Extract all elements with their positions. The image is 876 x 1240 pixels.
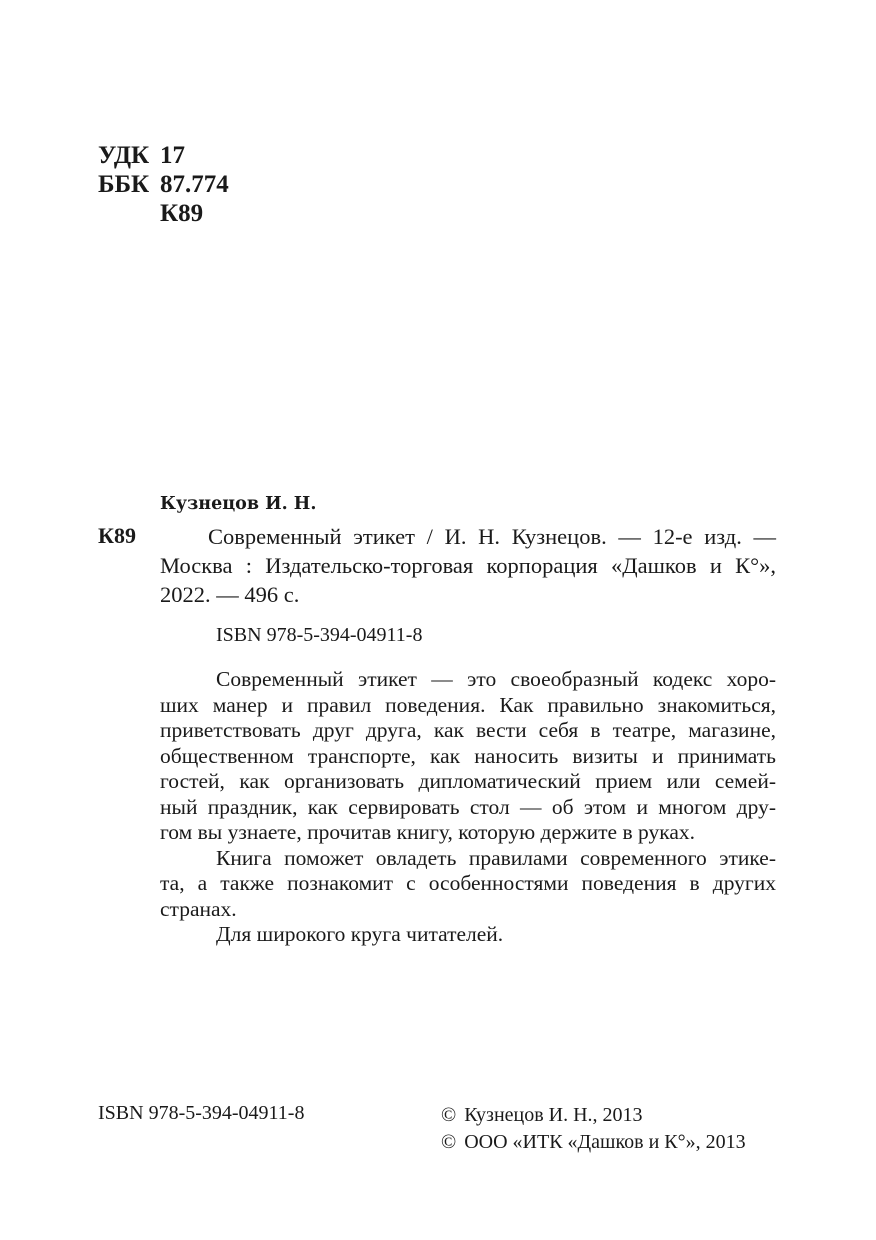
annotation-line: общественном транспорте, как наносить визиты и принимать: [160, 743, 776, 768]
cutter-code: К89: [160, 200, 204, 227]
annotation-line: гостей, как организовать дипломатический прием или семей-: [160, 769, 776, 793]
bbk-row: [98, 170, 229, 199]
classification-block: [98, 141, 229, 228]
annotation-line: та, а также познакомит с особенностями поведения в других: [160, 871, 776, 895]
annotation-line: странах.: [160, 896, 237, 921]
copyright-icon: ©: [441, 1104, 457, 1126]
author-heading: Кузнецов И. Н.: [160, 494, 317, 514]
copyright-icon: ©: [441, 1131, 457, 1153]
copyright-line: [441, 1129, 746, 1156]
udk-value: 17: [160, 142, 185, 169]
entry-line: Современный этикет / И. Н. Кузнецов. — 12-е изд. —: [208, 524, 776, 549]
bbk-label: ББК: [98, 171, 150, 198]
udk-label: УДК: [98, 142, 150, 169]
annotation-line: ный праздник, как сервировать стол — об этом и многом дру-: [160, 794, 776, 819]
copyright-text: Кузнецов И. Н., 2013: [464, 1104, 643, 1126]
annotation-line: приветствовать друг друга, как вести себя в театре, магазине,: [160, 718, 776, 742]
footer-isbn: ISBN 978-5-394-04911-8: [98, 1102, 305, 1124]
annotation: [160, 667, 776, 948]
entry-cutter-code: К89: [98, 523, 136, 548]
entry-line: Москва : Издательско-торговая корпорация «Дашков и К°»,: [160, 553, 776, 578]
udk-row: [98, 141, 229, 170]
bbk-value: 87.774: [160, 171, 229, 198]
cutter-row: [98, 199, 229, 228]
entry-isbn: ISBN 978-5-394-04911-8: [216, 624, 423, 646]
copyright-block: [441, 1102, 746, 1156]
annotation-line: Для широкого круга читателей.: [216, 922, 504, 946]
annotation-line: ших манер и правил поведения. Как правильно знакомиться,: [160, 692, 776, 717]
entry-line: 2022. — 496 с.: [160, 582, 300, 607]
copyright-text: ООО «ИТК «Дашков и К°», 2013: [464, 1131, 746, 1153]
bibliographic-entry: [160, 522, 776, 609]
annotation-line: гом вы узнаете, прочитав книгу, которую держите в руках.: [160, 820, 695, 844]
annotation-line: Современный этикет — это своеобразный кодекс хоро-: [216, 667, 776, 691]
annotation-line: Книга поможет овладеть правилами современного этике-: [216, 845, 776, 870]
copyright-line: [441, 1102, 746, 1129]
